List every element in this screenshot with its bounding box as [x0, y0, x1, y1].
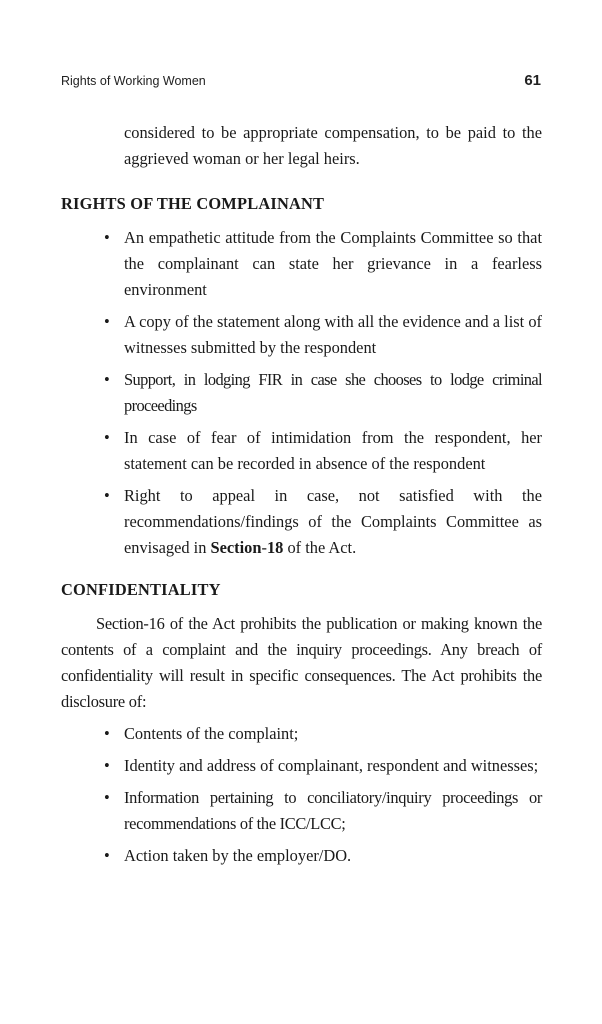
list-item: • A copy of the statement along with all the evidence and a list of witnesses submitted by the respondent	[61, 309, 542, 361]
list-item: • Right to appeal in case, not satisfied with the recommendations/findings of the Complaints Committee as envisaged in Section-18 of the Act.	[61, 483, 542, 561]
list-item: • In case of fear of intimidation from the respondent, her statement can be recorded in absence of the respondent	[61, 425, 542, 477]
bullet-icon: •	[104, 370, 110, 389]
bullet-icon: •	[104, 756, 110, 775]
bullet-icon: •	[104, 486, 110, 505]
list-item: • Action taken by the employer/DO.	[61, 843, 542, 869]
bullet-icon: •	[104, 228, 110, 247]
bullet-icon: •	[104, 724, 110, 743]
list-item: • Support, in lodging FIR in case she chooses to lodge criminal proceedings	[61, 367, 542, 419]
page-body	[61, 120, 542, 875]
list-item: • Identity and address of complainant, respondent and witnesses;	[61, 753, 542, 779]
complainant-rights-list	[61, 225, 542, 561]
page-number: 61	[524, 72, 541, 89]
running-header-title: Rights of Working Women	[61, 74, 206, 88]
bullet-icon: •	[104, 846, 110, 865]
bullet-icon: •	[104, 788, 110, 807]
continuation-paragraph: considered to be appropriate compensation, to be paid to the aggrieved woman or her legal heirs.	[124, 123, 542, 168]
bullet-icon: •	[104, 428, 110, 447]
confidentiality-paragraph: Section-16 of the Act prohibits the publication or making known the contents of a complaint and the inquiry proceedings. Any breach of confidentiality will result in specific consequences. The Act prohibits the disclosure of:	[61, 614, 542, 711]
list-item: • Information pertaining to conciliatory/inquiry proceedings or recommendations of the ICC/LCC;	[61, 785, 542, 837]
bullet-icon: •	[104, 312, 110, 331]
section-reference: Section-18	[210, 538, 284, 557]
list-item: • An empathetic attitude from the Complaints Committee so that the complainant can state her grievance in a fearless environment	[61, 225, 542, 303]
heading-confidentiality: CONFIDENTIALITY	[61, 580, 221, 599]
heading-rights-of-complainant: RIGHTS OF THE COMPLAINANT	[61, 194, 325, 213]
list-item: • Contents of the complaint;	[61, 721, 542, 747]
disclosure-list	[61, 721, 542, 869]
